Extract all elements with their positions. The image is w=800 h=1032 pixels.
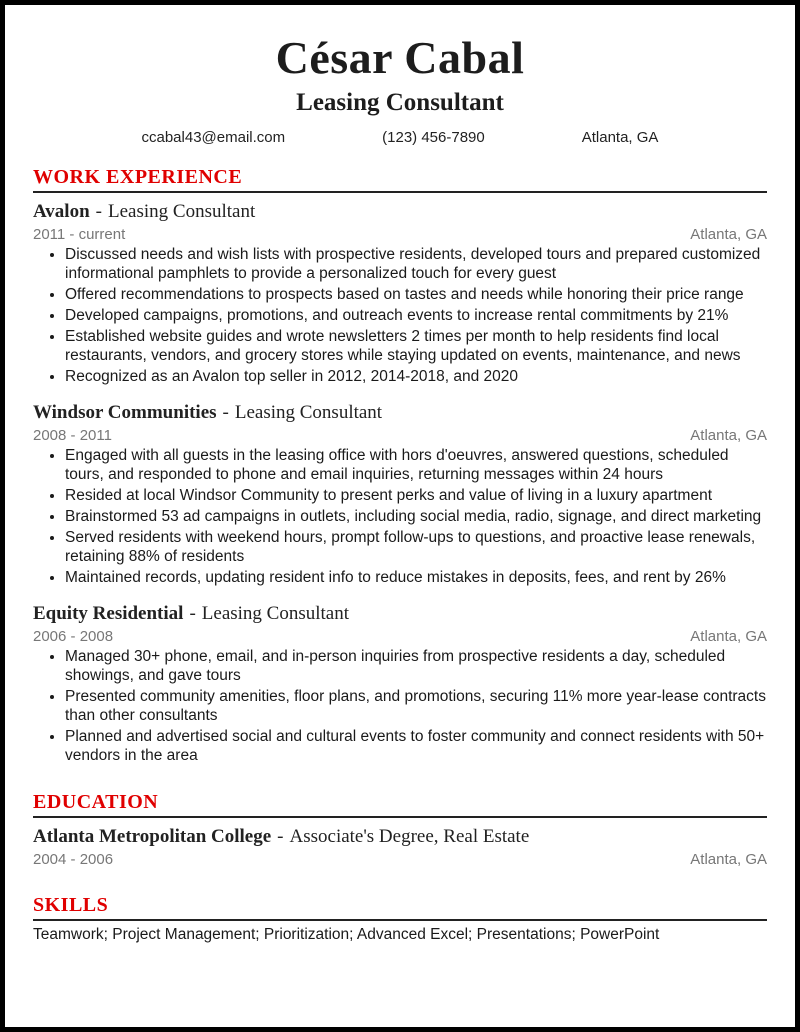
skills-heading: SKILLS bbox=[33, 894, 767, 921]
bullet-item: • Recognized as an Avalon top seller in 2012, 2014-2018, and 2020 bbox=[65, 367, 767, 386]
separator: - bbox=[222, 402, 229, 423]
education-location: Atlanta, GA bbox=[690, 851, 767, 868]
skills-list: Teamwork; Project Management; Prioritization; Advanced Excel; Presentations; PowerPoint bbox=[33, 926, 660, 943]
company-name: Equity Residential bbox=[33, 603, 184, 624]
job-meta bbox=[33, 226, 767, 243]
job-location: Atlanta, GA bbox=[690, 427, 767, 444]
contact-email: ccabal43@email.com bbox=[141, 129, 286, 146]
job-dates: 2006 - 2008 bbox=[33, 628, 114, 645]
contact-phone: (123) 456-7890 bbox=[382, 129, 485, 146]
job-role: Leasing Consultant bbox=[201, 603, 350, 624]
job-header bbox=[33, 402, 767, 424]
education-meta bbox=[33, 851, 767, 868]
bullet-item: • Presented community amenities, floor plans, and promotions, securing 11% more year-lease contracts than other consultants bbox=[65, 687, 767, 725]
job-header bbox=[33, 603, 767, 625]
candidate-name: César Cabal bbox=[275, 32, 525, 83]
job-location: Atlanta, GA bbox=[690, 628, 767, 645]
bullet-item: • Developed campaigns, promotions, and outreach events to increase rental commitments by 21% bbox=[65, 306, 767, 325]
job-meta bbox=[33, 628, 767, 645]
bullet-item: • Served residents with weekend hours, prompt follow-ups to questions, and proactive lease renewals, retaining 88% of residents bbox=[65, 528, 767, 566]
education-entry bbox=[33, 826, 767, 868]
company-name: Avalon bbox=[33, 201, 90, 222]
job-entry bbox=[33, 402, 767, 587]
bullet-item: • Established website guides and wrote newsletters 2 times per month to help residents find local restaurants, vendors, and grocery stores while staying updated on events, maintenance, and news bbox=[65, 327, 767, 365]
job-dates: 2011 - current bbox=[33, 226, 126, 243]
bullet-item: • Discussed needs and wish lists with prospective residents, developed tours and prepared customized informational pamphlets to provide a personalized touch for every guest bbox=[65, 245, 767, 283]
job-entry bbox=[33, 603, 767, 765]
job-bullets bbox=[33, 245, 767, 386]
bullet-item: • Resided at local Windsor Community to present perks and value of living in a luxury apartment bbox=[65, 486, 767, 505]
job-bullets bbox=[33, 446, 767, 587]
school-name: Atlanta Metropolitan College bbox=[33, 826, 272, 847]
contact-location: Atlanta, GA bbox=[581, 129, 659, 146]
education-header: Atlanta Metropolitan College - Associate's Degree, Real Estate bbox=[33, 826, 530, 847]
job-meta bbox=[33, 427, 767, 444]
job-role: Leasing Consultant bbox=[108, 201, 256, 222]
education-heading: EDUCATION bbox=[33, 791, 767, 818]
degree-name: Associate's Degree, Real Estate bbox=[289, 826, 530, 847]
education-dates: 2004 - 2006 bbox=[33, 851, 114, 868]
separator: - bbox=[189, 603, 196, 624]
bullet-item: • Engaged with all guests in the leasing office with hors d'oeuvres, answered questions, scheduled tours, and responded to phone and email inquiries, returning messages within 24 hours bbox=[65, 446, 767, 484]
job-header bbox=[33, 201, 767, 223]
company-name: Windsor Communities bbox=[33, 402, 217, 423]
bullet-item: • Brainstormed 53 ad campaigns in outlets, including social media, radio, signage, and direct marketing bbox=[65, 507, 767, 526]
bullet-item: • Planned and advertised social and cultural events to foster community and connect residents with 50+ vendors in the area bbox=[65, 727, 767, 765]
work-experience-list bbox=[33, 201, 767, 765]
bullet-item: • Managed 30+ phone, email, and in-person inquiries from prospective residents a day, scheduled showings, and gave tours bbox=[65, 647, 767, 685]
candidate-title: Leasing Consultant bbox=[296, 89, 504, 116]
job-location: Atlanta, GA bbox=[690, 226, 767, 243]
contact-row bbox=[93, 129, 707, 146]
bullet-item: • Offered recommendations to prospects based on tastes and needs while honoring their price range bbox=[65, 285, 767, 304]
job-entry bbox=[33, 201, 767, 386]
job-role: Leasing Consultant bbox=[234, 402, 383, 423]
separator: - bbox=[95, 201, 102, 222]
work-experience-heading: WORK EXPERIENCE bbox=[33, 166, 767, 193]
bullet-item: • Maintained records, updating resident info to reduce mistakes in deposits, fees, and rent by 26% bbox=[65, 568, 767, 587]
job-bullets bbox=[33, 647, 767, 765]
job-dates: 2008 - 2011 bbox=[33, 427, 112, 444]
